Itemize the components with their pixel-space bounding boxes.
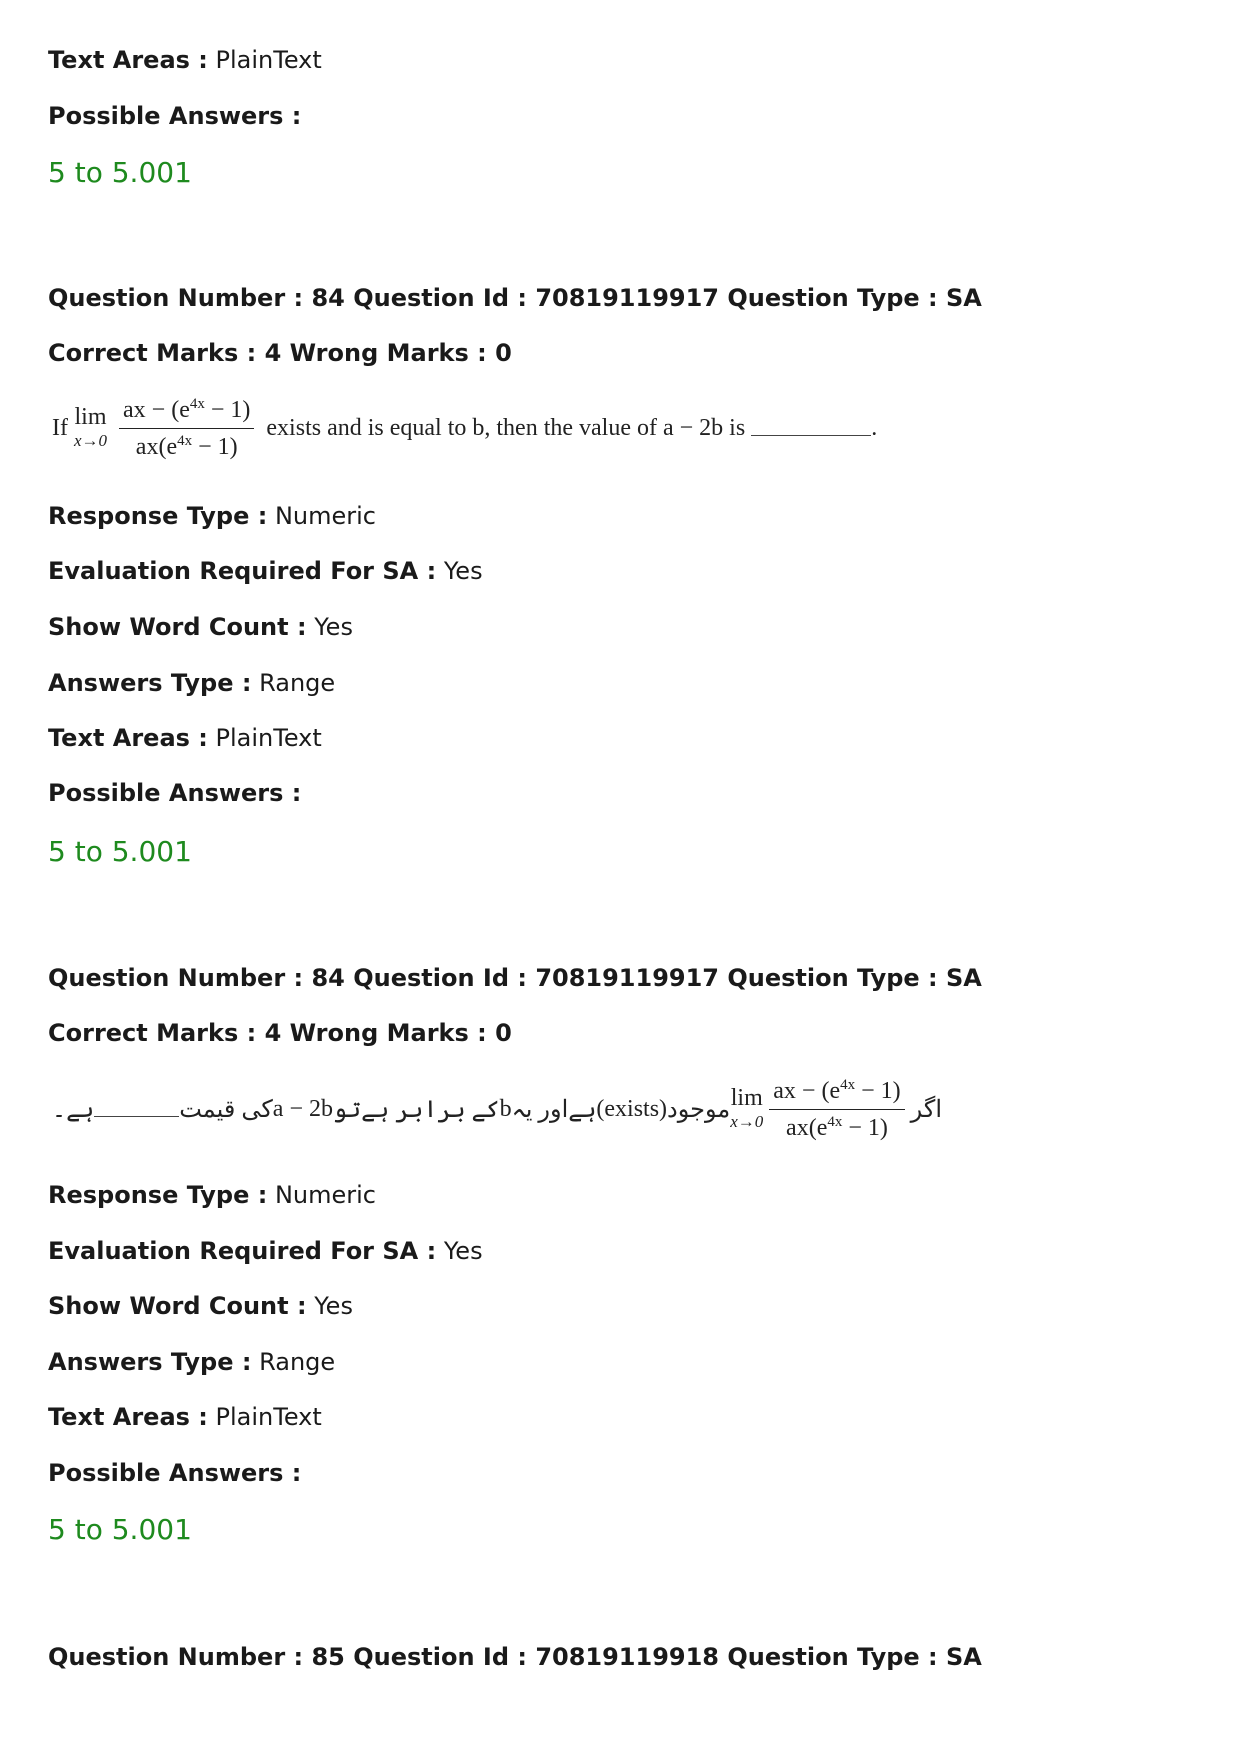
possible-answers-label: Possible Answers :	[48, 102, 302, 130]
text-areas-row: Text Areas : PlainText	[48, 1403, 322, 1431]
question-header: Question Number : 84 Question Id : 70819119917 Question Type : SA	[48, 284, 982, 312]
answers-type-row: Answers Type : Range	[48, 1348, 336, 1376]
marks-row: Correct Marks : 4 Wrong Marks : 0	[48, 1019, 512, 1047]
question-image-en: If lim x→0 $\frac{ax - (e^{4x} - 1)}{ax(e^{4x} - 1)}$ exists and is equal to b, then the value of a − 2b is .	[52, 396, 878, 460]
answer-blank	[751, 421, 871, 436]
possible-answer-value: 5 to 5.001	[48, 835, 192, 868]
text-areas-row: Text Areas : PlainText	[48, 46, 322, 74]
show-word-count-row: Show Word Count : Yes	[48, 613, 353, 641]
question-header: Question Number : 84 Question Id : 70819119917 Question Type : SA	[48, 964, 982, 992]
limit-operator: lim x→0	[730, 1084, 764, 1131]
question-image-ur: ہے۔ کی قیمت a − 2b کے برابر ہےتو b ہےاور یہ (exists) موجود lim x→0 $\frac{ax - (e^{4x} - 1)}{ax(e^{4x} - 1)}$ اگر	[52, 1077, 942, 1141]
question-header: Question Number : 85 Question Id : 70819119918 Question Type : SA	[48, 1643, 982, 1671]
show-word-count-row: Show Word Count : Yes	[48, 1292, 353, 1320]
limit-fraction: $\frac{ax - (e^{4x} - 1)}{ax(e^{4x} - 1)}$	[119, 396, 254, 461]
limit-fraction: $\frac{ax - (e^{4x} - 1)}{ax(e^{4x} - 1)}$	[769, 1077, 904, 1142]
possible-answers-label: Possible Answers :	[48, 779, 302, 807]
text-areas-row: Text Areas : PlainText	[48, 724, 322, 752]
possible-answer-value: 5 to 5.001	[48, 156, 192, 189]
evaluation-required-row: Evaluation Required For SA : Yes	[48, 557, 483, 585]
marks-row: Correct Marks : 4 Wrong Marks : 0	[48, 339, 512, 367]
possible-answers-label: Possible Answers :	[48, 1459, 302, 1487]
possible-answer-value: 5 to 5.001	[48, 1513, 192, 1546]
evaluation-required-row: Evaluation Required For SA : Yes	[48, 1237, 483, 1265]
answer-blank	[94, 1102, 179, 1117]
response-type-row: Response Type : Numeric	[48, 502, 376, 530]
response-type-row: Response Type : Numeric	[48, 1181, 376, 1209]
answers-type-row: Answers Type : Range	[48, 669, 336, 697]
limit-operator: lim x→0	[73, 403, 108, 450]
